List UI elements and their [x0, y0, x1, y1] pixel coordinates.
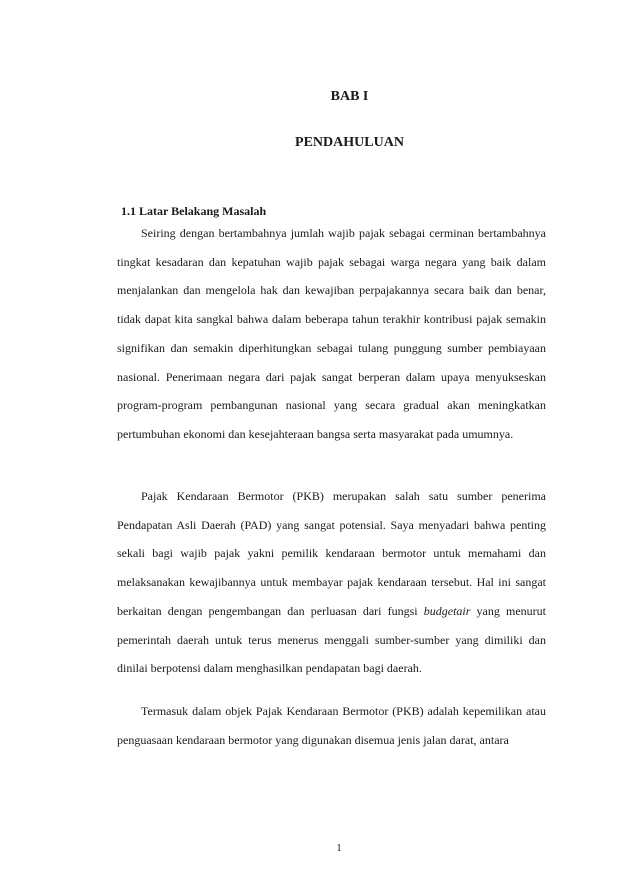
page-number: 1 [336, 842, 342, 854]
paragraph-2-text-before: Pajak Kendaraan Bermotor (PKB) merupakan salah satu sumber penerima Pendapatan Asli Daerah (PAD) yang sangat potensial. Saya menyadari bahwa penting sekali bagi wajib pajak yakni pemilik kendaraan bermotor untuk memahami dan melaksanakan kewajibannya untuk membayar pajak kendaraan tersebut. Hal ini sangat berkaitan dengan pengembangan dan perluasan dari fungsi [117, 489, 546, 618]
section-heading: 1.1 Latar Belakang Masalah [121, 204, 267, 218]
paragraph-1-text: Seiring dengan bertambahnya jumlah wajib pajak sebagai cerminan bertambahnya tingkat kesadaran dan kepatuhan wajib pajak sebagai warga negara yang baik dalam menjalankan dan mengelola hak dan kewajiban perpajakannya secara baik dan benar, tidak dapat kita sangkal bahwa dalam beberapa tahun terakhir kontribusi pajak semakin signifikan dan semakin diperhitungkan sebagai tulang punggung sumber pembiayaan nasional. Penerimaan negara dari pajak sangat berperan dalam upaya menyukseskan program-program pembangunan nasional yang secara gradual akan meningkatkan pertumbuhan ekonomi dan kesejahteraan bangsa serta masyarakat pada umumnya. [117, 226, 546, 441]
paragraph-2-text-after: yang menurut pemerintah daerah untuk terus menerus menggali sumber-sumber yang dimiliki dan dinilai berpotensi dalam menghasilkan pendapatan bagi daerah. [117, 603, 546, 676]
paragraph-1 [117, 219, 546, 449]
paragraph-3-text: Termasuk dalam objek Pajak Kendaraan Bermotor (PKB) adalah kepemilikan atau penguasaan kendaraan bermotor yang digunakan disemua jenis jalan darat, antara [117, 704, 546, 747]
paragraph-2-italic-term: budgetair [423, 603, 471, 618]
chapter-heading: BAB I [330, 89, 369, 104]
paragraph-3 [117, 697, 546, 754]
chapter-title: PENDAHULUAN [295, 135, 404, 150]
paragraph-2 [117, 482, 546, 683]
